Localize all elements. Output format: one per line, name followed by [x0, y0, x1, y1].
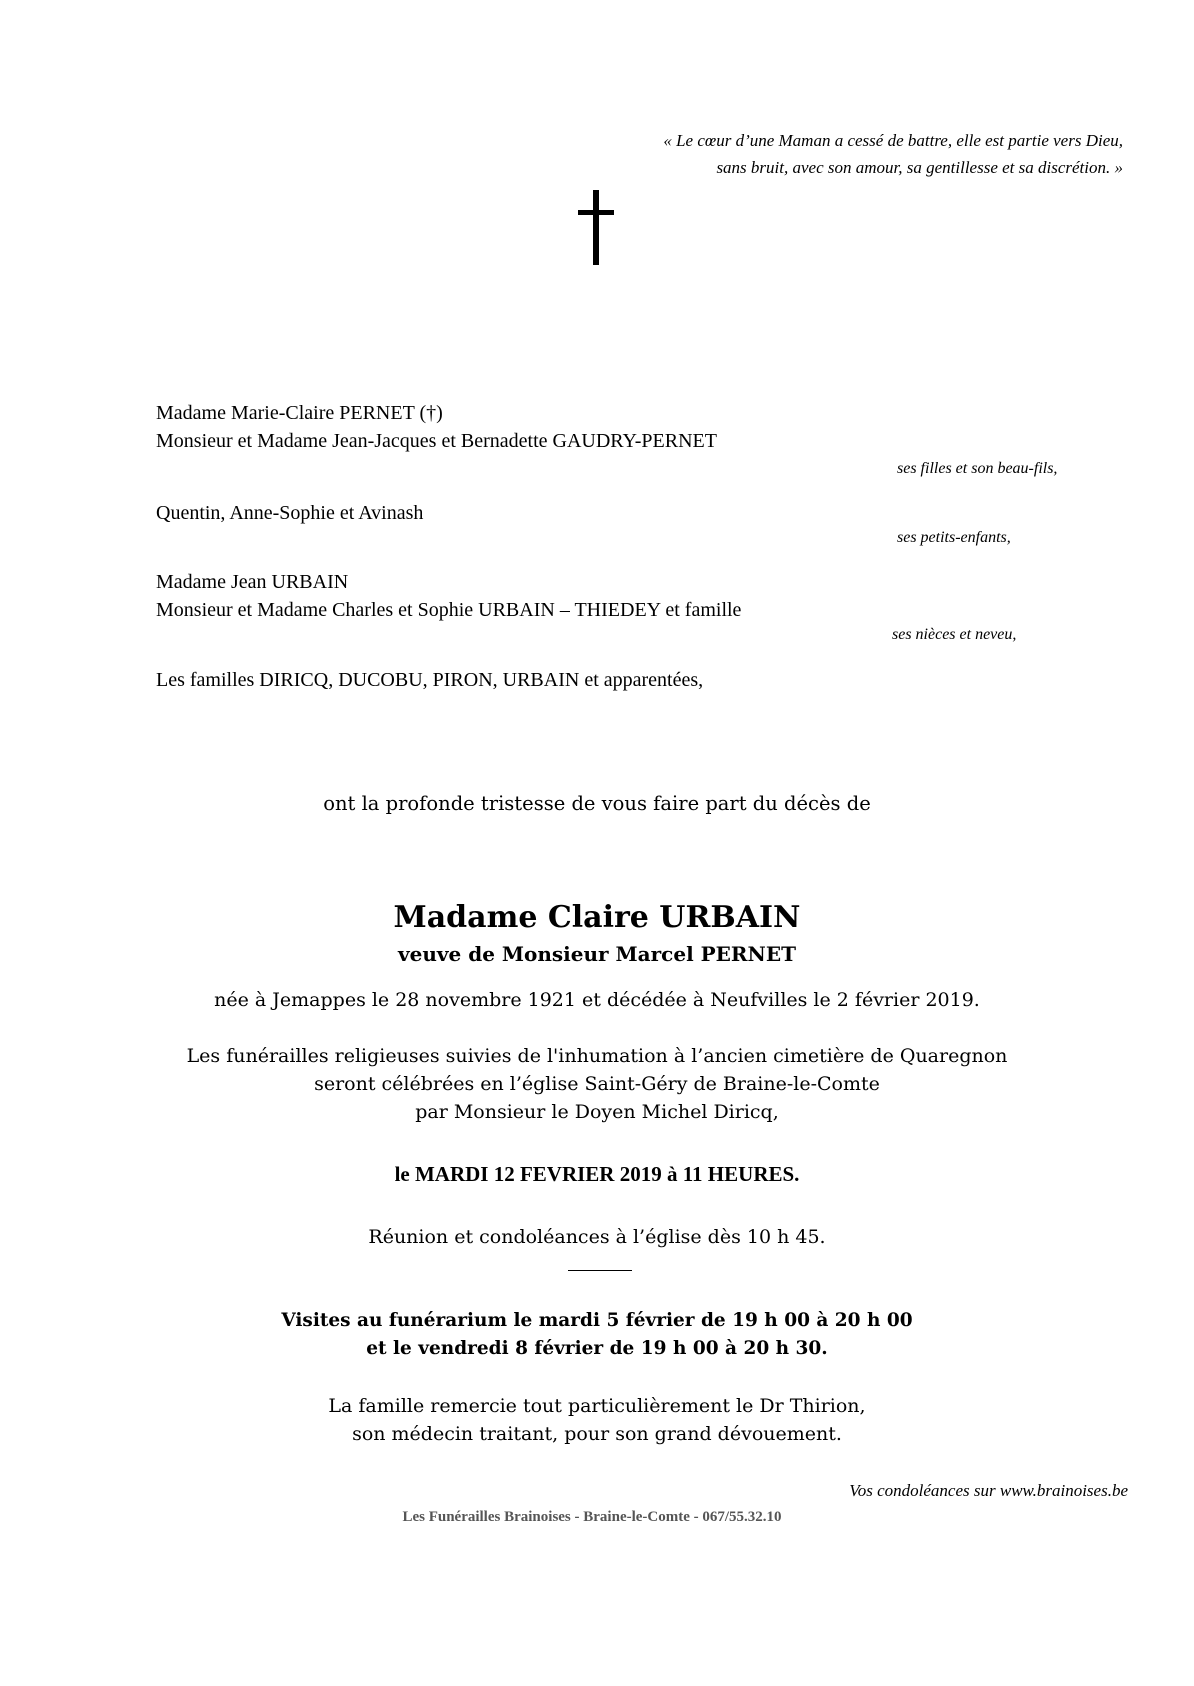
announcement-intro: ont la profonde tristesse de vous faire part du décès de — [323, 792, 871, 815]
birth-death-dates: née à Jemappes le 28 novembre 1921 et décédée à Neufvilles le 2 février 2019. — [214, 989, 980, 1011]
visits-info — [0, 1307, 1194, 1363]
thanks-line: son médecin traitant, pour son grand dévouement. — [352, 1423, 842, 1445]
family-daughters — [156, 399, 717, 455]
relation-nieces: ses nièces et neveu, — [892, 626, 1017, 643]
widow-of: veuve de Monsieur Marcel PERNET — [398, 942, 796, 966]
quote-line-1: « Le cœur d’une Maman a cessé de battre, elle est partie vers Dieu, — [663, 131, 1123, 150]
family-line: Madame Marie-Claire PERNET (†) — [156, 402, 443, 424]
deceased-name: Madame Claire URBAIN — [393, 900, 801, 935]
cross-icon — [576, 190, 616, 265]
funeral-details — [0, 1042, 1194, 1126]
family-line: Madame Jean URBAIN — [156, 571, 349, 593]
family-grandchildren: Quentin, Anne-Sophie et Avinash — [156, 502, 424, 524]
family-line: Monsieur et Madame Jean-Jacques et Bernadette GAUDRY-PERNET — [156, 430, 717, 452]
thanks-note — [0, 1392, 1194, 1448]
funeral-date: le MARDI 12 FEVRIER 2019 à 11 HEURES. — [394, 1162, 800, 1186]
relation-grandchildren: ses petits-enfants, — [897, 529, 1011, 546]
epigraph-quote — [663, 127, 1123, 181]
thanks-line: La famille remercie tout particulièrement le Dr Thirion, — [328, 1395, 866, 1417]
family-line: Monsieur et Madame Charles et Sophie URBAIN – THIEDEY et famille — [156, 599, 742, 621]
funeral-line: par Monsieur le Doyen Michel Diricq, — [415, 1101, 779, 1123]
visits-line: Visites au funérarium le mardi 5 février de 19 h 00 à 20 h 00 — [281, 1310, 913, 1331]
visits-line: et le vendredi 8 février de 19 h 00 à 20 h 30. — [366, 1338, 828, 1359]
separator-line — [568, 1270, 632, 1271]
reunion-line: Réunion et condoléances à l’église dès 10 h 45. — [368, 1226, 826, 1248]
funeral-line: Les funérailles religieuses suivies de l'inhumation à l’ancien cimetière de Quaregnon — [186, 1045, 1008, 1067]
quote-line-2: sans bruit, avec son amour, sa gentillesse et sa discrétion. » — [716, 158, 1123, 177]
funeral-home-footer: Les Funérailles Brainoises - Braine-le-Comte - 067/55.32.10 — [402, 1509, 782, 1525]
condolences-website: Vos condoléances sur www.brainoises.be — [849, 1481, 1128, 1500]
relation-daughters: ses filles et son beau-fils, — [897, 460, 1058, 477]
family-nieces — [156, 568, 741, 624]
family-extended: Les familles DIRICQ, DUCOBU, PIRON, URBAIN et apparentées, — [156, 669, 704, 691]
funeral-line: seront célébrées en l’église Saint-Géry de Braine-le-Comte — [314, 1073, 880, 1095]
